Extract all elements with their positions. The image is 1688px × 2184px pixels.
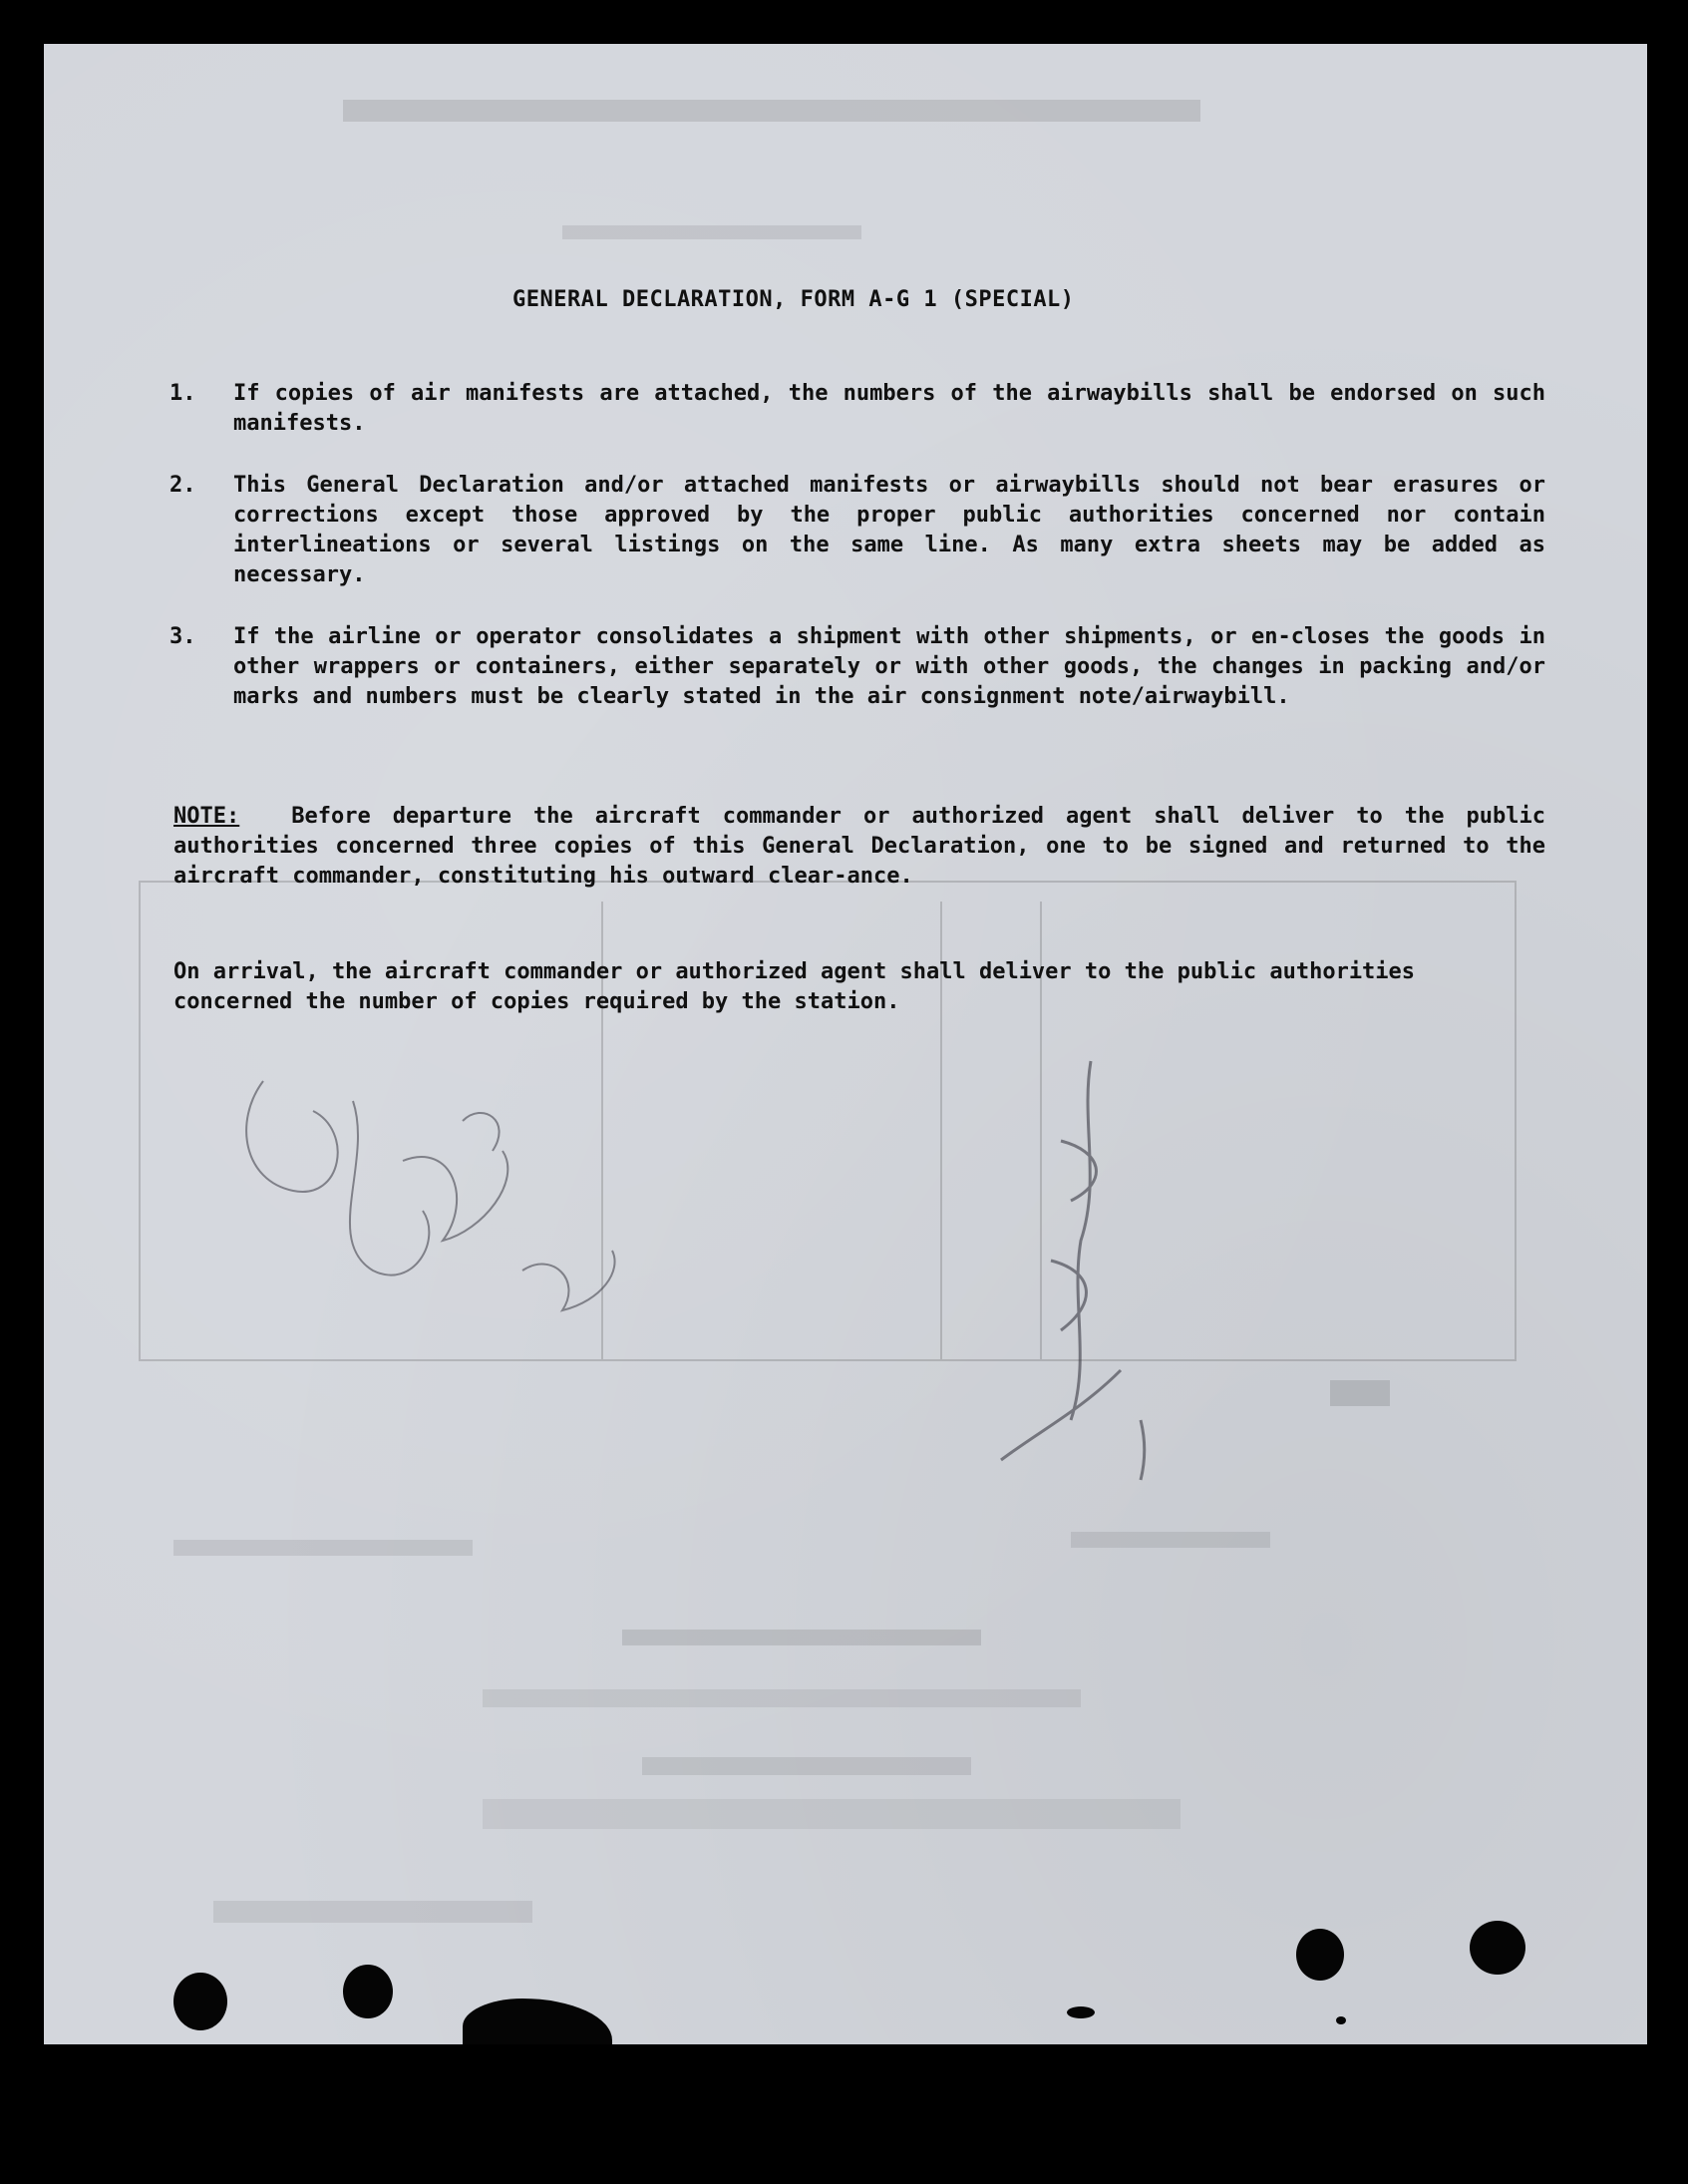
instruction-item-2 — [169, 471, 1545, 590]
punch-hole — [343, 1965, 393, 2018]
punch-hole — [173, 1973, 227, 2030]
item-number: 3. — [169, 624, 196, 649]
item-text: If copies of air manifests are attached, the numbers of the airwaybills shall be endorsed on such manifests. — [233, 381, 1545, 436]
note-text: Before departure the aircraft commander or authorized agent shall deliver to the public authorities concerned three copies of this General Declaration, one to be signed and returned to the aircraft commander, constituting his outward clear-ance. — [173, 804, 1545, 889]
item-number: 1. — [169, 381, 196, 406]
item-text: This General Declaration and/or attached manifests or airwaybills should not bear erasures or corrections except those approved by the proper public authorities concerned nor contain interlineations or several listings on the same line. As many extra sheets may be added as necessary. — [233, 473, 1545, 587]
instruction-item-3 — [169, 622, 1545, 712]
punch-hole — [1296, 1929, 1344, 1981]
item-text: If the airline or operator consolidates a shipment with other shipments, or en-closes the goods in other wrappers or containers, either separately or with other goods, the changes in packing and/or marks and numbers must be clearly stated in the air consignment note/airwaybill. — [233, 624, 1545, 709]
ink-blot — [1336, 2016, 1346, 2024]
form-title: GENERAL DECLARATION, FORM A-G 1 (SPECIAL) — [512, 287, 1075, 312]
note-paragraph — [173, 802, 1545, 892]
note-label: NOTE: — [173, 804, 240, 829]
handwritten-signature — [223, 1041, 702, 1340]
item-number: 2. — [169, 473, 196, 498]
document-sheet — [44, 44, 1647, 2044]
handwritten-mark — [941, 1041, 1200, 1500]
arrival-paragraph: On arrival, the aircraft commander or authorized agent shall deliver to the public authorities concerned the number of copies required by the station. — [173, 959, 1416, 1014]
instruction-item-1 — [169, 379, 1545, 439]
ink-blot — [1067, 2006, 1095, 2018]
punch-hole — [1470, 1921, 1525, 1975]
